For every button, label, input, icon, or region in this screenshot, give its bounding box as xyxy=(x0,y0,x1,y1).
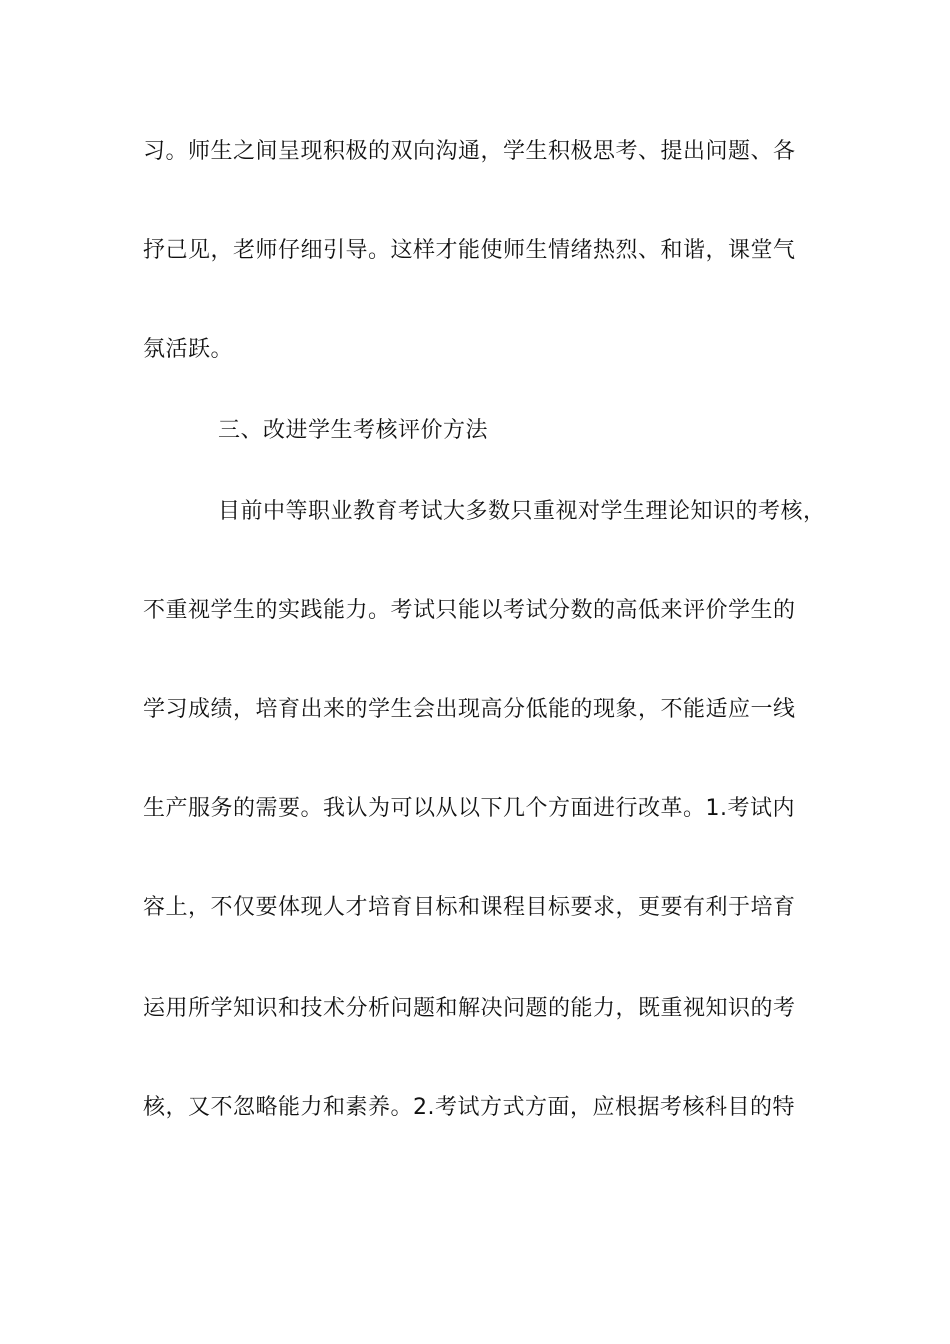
paragraph-line: 学习成绩，培育出来的学生会出现高分低能的现象，不能适应一线 xyxy=(143,697,796,722)
paragraph-line: 不重视学生的实践能力。考试只能以考试分数的高低来评价学生的 xyxy=(143,598,796,623)
paragraph-line: 核，又不忽略能力和素养。2.考试方式方面，应根据考核科目的特 xyxy=(143,1095,795,1120)
paragraph-line: 氛活跃。 xyxy=(143,337,234,362)
paragraph-line: 目前中等职业教育考试大多数只重视对学生理论知识的考核， xyxy=(218,499,826,524)
paragraph-line: 容上，不仅要体现人才培育目标和课程目标要求，更要有利于培育 xyxy=(143,895,796,920)
paragraph-line: 运用所学知识和技术分析问题和解决问题的能力，既重视知识的考 xyxy=(143,996,796,1021)
section-heading: 三、改进学生考核评价方法 xyxy=(218,418,489,443)
paragraph-line: 习。师生之间呈现积极的双向沟通，学生积极思考、提出问题、各 xyxy=(143,139,796,164)
paragraph-line: 抒己见，老师仔细引导。这样才能使师生情绪热烈、和谐，课堂气 xyxy=(143,238,796,263)
paragraph-line: 生产服务的需要。我认为可以从以下几个方面进行改革。1.考试内 xyxy=(143,796,795,821)
